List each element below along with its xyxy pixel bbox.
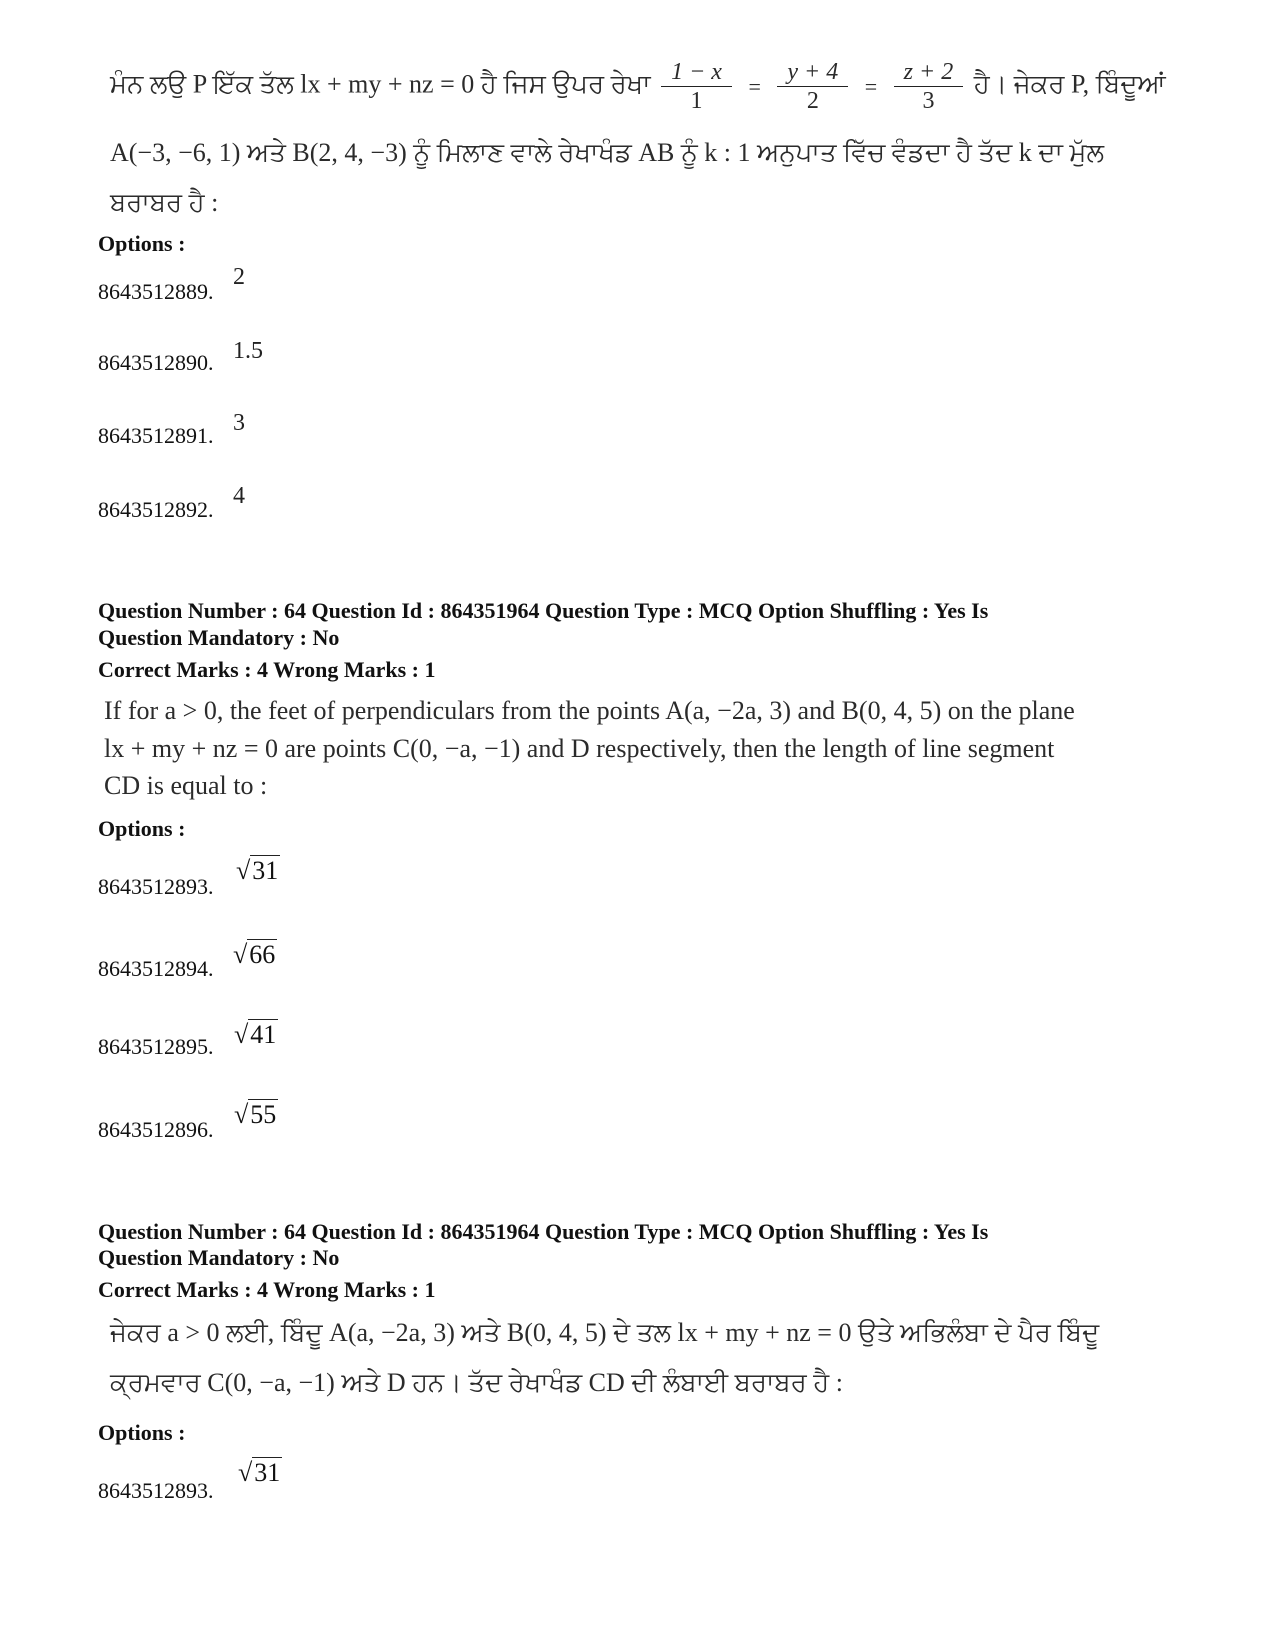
- option-value: 66: [249, 940, 276, 969]
- option-id: 8643512895.: [98, 1034, 214, 1059]
- radical-sign: √: [234, 1020, 249, 1049]
- q2-header-line1: Question Number : 64 Question Id : 864351964 Question Type : MCQ Option Shuffling : Yes Is: [98, 598, 989, 623]
- option-id: 8643512891.: [98, 423, 214, 448]
- square-root: [233, 940, 277, 970]
- q3-header-line1: Question Number : 64 Question Id : 864351964 Question Type : MCQ Option Shuffling : Yes Is: [98, 1219, 989, 1244]
- option-id: 8643512890.: [98, 350, 214, 375]
- q1-text-part2: ਹੈ। ਜੇਕਰ P, ਬਿੰਦੂਆਂ: [973, 69, 1166, 99]
- q1-fraction-2: $\frac{y + 4}{2}$: [777, 58, 848, 115]
- q2-line2: lx + my + nz = 0 are points C(0, −a, −1) and D respectively, then the length of line segment: [104, 734, 1055, 763]
- option-id: 8643512892.: [98, 497, 214, 522]
- q1-options-label: Options :: [98, 231, 186, 256]
- option-value: 2: [233, 264, 245, 290]
- radical-sign: √: [234, 1100, 249, 1129]
- q2-line1: If for a > 0, the feet of perpendiculars from the points A(a, −2a, 3) and B(0, 4, 5) on the plane: [104, 696, 1075, 725]
- q1-equals-2: =: [864, 73, 878, 99]
- option-value: 4: [233, 483, 245, 509]
- radical-sign: √: [238, 1458, 253, 1487]
- q3-header-line2: Question Mandatory : No: [98, 1245, 340, 1270]
- square-root: [234, 1020, 278, 1050]
- q3-options-label: Options :: [98, 1420, 186, 1445]
- radical-sign: √: [236, 856, 251, 885]
- option-value: 55: [250, 1100, 277, 1129]
- square-root: [234, 1100, 278, 1130]
- option-value: 31: [252, 856, 279, 885]
- q1-equals-1: =: [748, 73, 761, 99]
- option-id: 8643512893.: [98, 874, 214, 899]
- option-value: 3: [233, 410, 245, 436]
- option-value: 1.5: [233, 338, 263, 364]
- q1-fraction-3: $\frac{z + 2}{3}$: [894, 58, 964, 115]
- option-value: 31: [254, 1458, 281, 1487]
- q2-line3: CD is equal to :: [104, 771, 268, 800]
- q1-line3: ਬਰਾਬਰ ਹੈ :: [110, 188, 219, 217]
- option-id: 8643512889.: [98, 279, 214, 304]
- q2-header-line2: Question Mandatory : No: [98, 625, 340, 650]
- option-id: 8643512893.: [98, 1478, 214, 1503]
- q1-line2: A(−3, −6, 1) ਅਤੇ B(2, 4, −3) ਨੂੰ ਮਿਲਾਣ ਵਾਲੇ ਰੇਖਾਖੰਡ AB ਨੂੰ k : 1 ਅਨੁਪਾਤ ਵਿੱਚ ਵੰਡਦਾ ਹੈ ਤੱਦ k ਦਾ ਮੁੱਲ: [110, 138, 1105, 167]
- q2-options-label: Options :: [98, 816, 186, 841]
- q3-marks: Correct Marks : 4 Wrong Marks : 1: [98, 1277, 436, 1302]
- radical-sign: √: [233, 940, 248, 969]
- q1-fraction-1: $\frac{1 - x}{1}$: [661, 58, 732, 115]
- square-root: [238, 1458, 282, 1488]
- q3-line1: ਜੇਕਰ a > 0 ਲਈ, ਬਿੰਦੂ A(a, −2a, 3) ਅਤੇ B(0, 4, 5) ਦੇ ਤਲ lx + my + nz = 0 ਉਤੇ ਅਭਿਲੰਬਾ ਦੇ ਪੈਰ ਬਿੰਦੂ: [110, 1318, 1100, 1347]
- q3-line2: ਕ੍ਰਮਵਾਰ C(0, −a, −1) ਅਤੇ D ਹਨ। ਤੱਦ ਰੇਖਾਖੰਡ CD ਦੀ ਲੰਬਾਈ ਬਰਾਬਰ ਹੈ :: [110, 1368, 843, 1397]
- square-root: [236, 856, 280, 886]
- q1-text-part1: ਮੰਨ ਲਉ P ਇੱਕ ਤੱਲ lx + my + nz = 0 ਹੈ ਜਿਸ ਉਪਰ ਰੇਖਾ: [110, 69, 651, 99]
- q1-line1: [110, 58, 1170, 115]
- option-id: 8643512894.: [98, 956, 214, 981]
- q2-marks: Correct Marks : 4 Wrong Marks : 1: [98, 657, 436, 682]
- option-id: 8643512896.: [98, 1117, 214, 1142]
- option-value: 41: [250, 1020, 277, 1049]
